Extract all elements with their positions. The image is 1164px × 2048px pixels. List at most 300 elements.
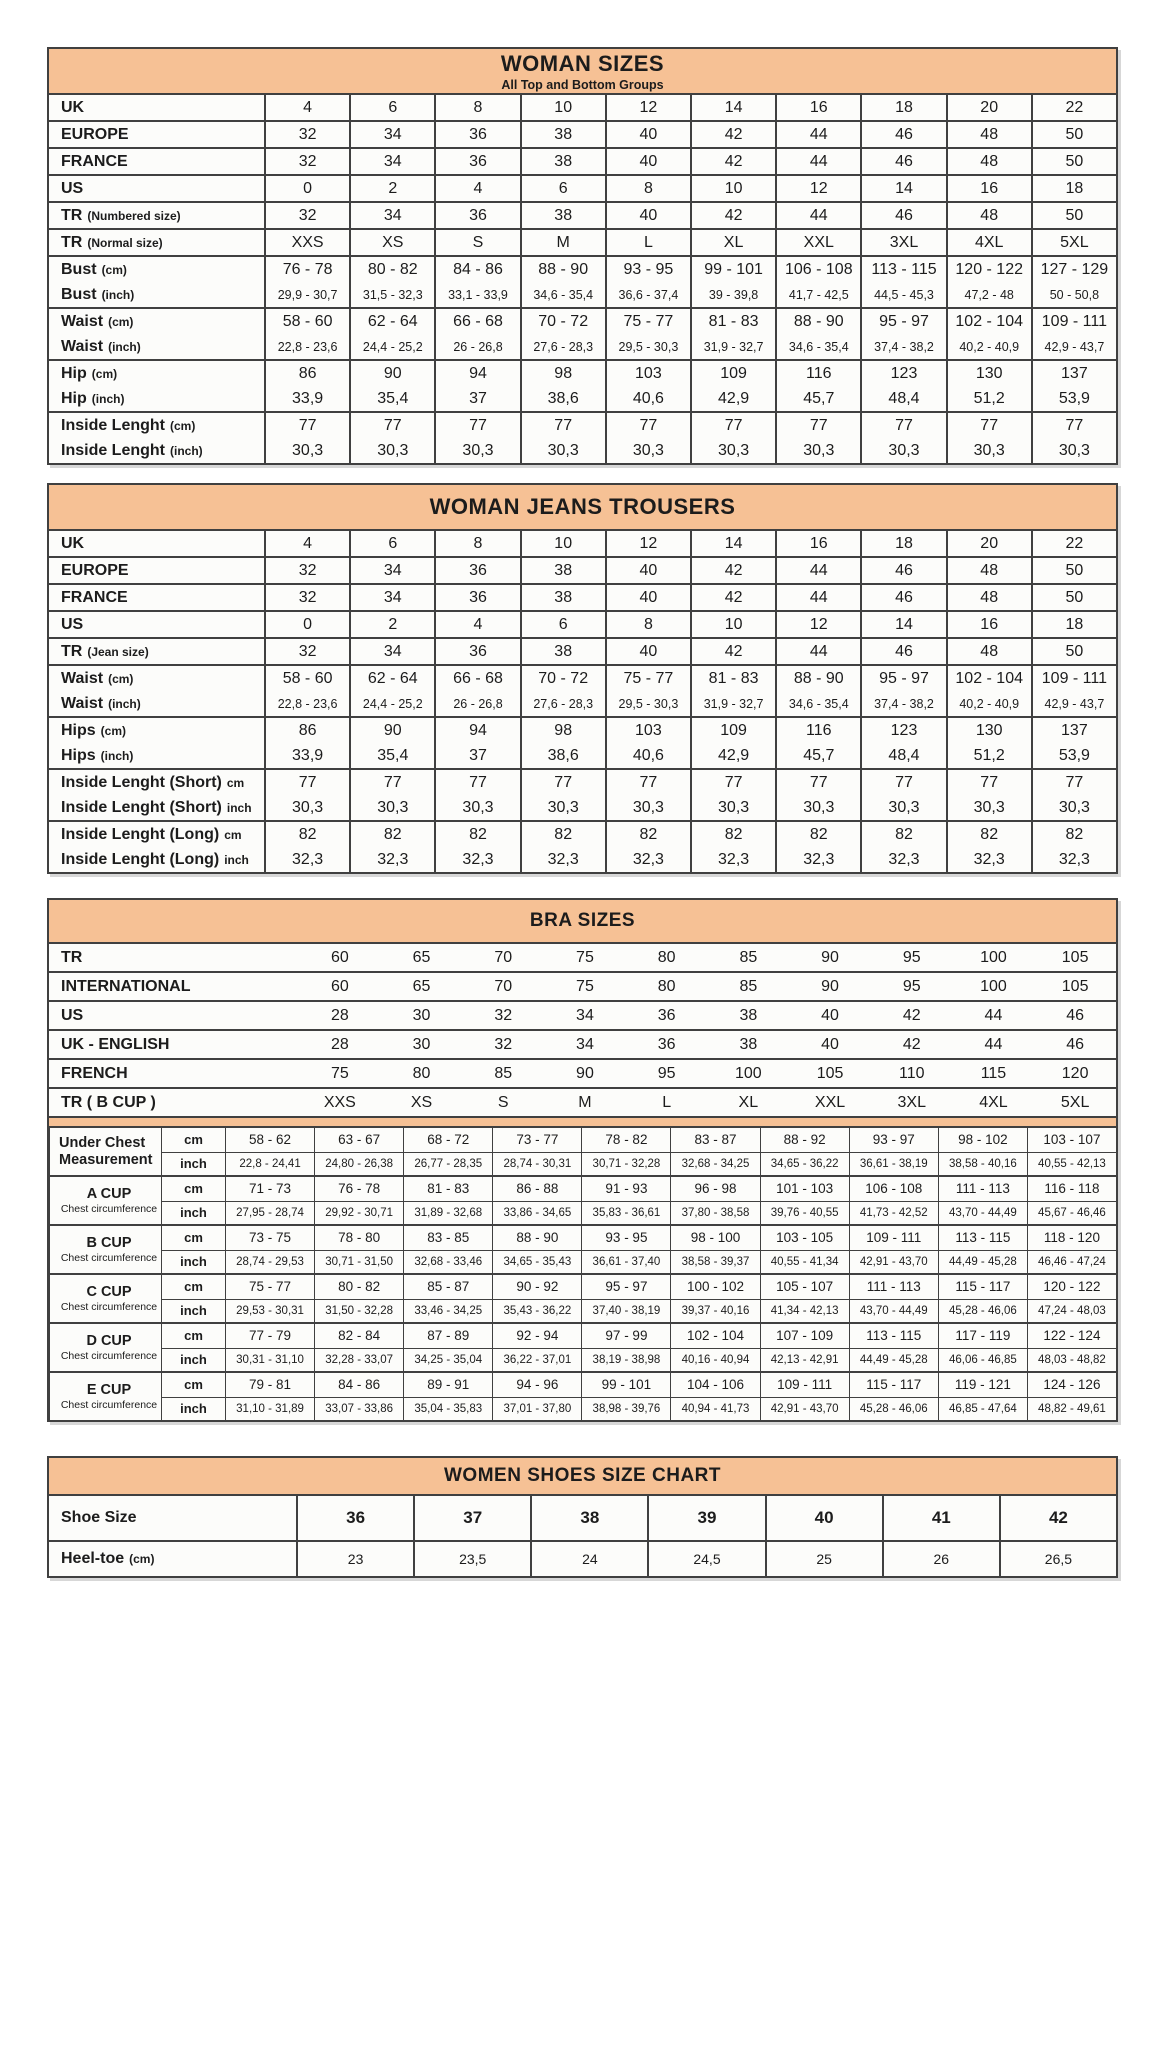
- row-group: [49, 556, 1116, 583]
- table-row: [49, 1060, 1116, 1087]
- row-group: [49, 1371, 1116, 1420]
- cell: 43,70 - 44,49: [849, 1299, 938, 1323]
- cell: 29,9 - 30,7: [264, 282, 349, 307]
- cell: 99 - 101: [581, 1373, 670, 1397]
- row-label: [49, 770, 264, 795]
- cell: 40,6: [605, 386, 690, 411]
- cell: 42: [690, 639, 775, 664]
- row-label-text: Waist: [61, 312, 104, 330]
- cell: 77: [690, 413, 775, 438]
- cell: 77: [860, 770, 945, 795]
- cell: 70: [494, 948, 513, 966]
- cell: 31,9 - 32,7: [690, 334, 775, 359]
- bra-sizes-table: [47, 898, 1118, 1422]
- woman-jeans-header: [49, 485, 1116, 531]
- cell: 38,19 - 38,98: [581, 1348, 670, 1372]
- cell: 40: [605, 639, 690, 664]
- cell: 32: [264, 585, 349, 610]
- cell: 38: [530, 1496, 647, 1540]
- row-label-text: US: [61, 1006, 84, 1024]
- cell: 95: [657, 1064, 676, 1082]
- cell: 89 - 91: [403, 1373, 492, 1397]
- cell: 98: [520, 718, 605, 743]
- row-group: [49, 820, 1116, 872]
- row-label: [49, 639, 264, 664]
- cell: 38,6: [520, 743, 605, 768]
- cell: 30: [412, 1006, 431, 1024]
- cell: 20: [946, 531, 1031, 556]
- cell: 42,91 - 43,70: [849, 1250, 938, 1274]
- cell: 80: [412, 1064, 431, 1082]
- cell: 94 - 96: [492, 1373, 581, 1397]
- cell: 31,50 - 32,28: [314, 1299, 403, 1323]
- cell: 46: [1066, 1035, 1085, 1053]
- table-row: [49, 282, 1116, 307]
- cell: M: [520, 230, 605, 255]
- cell: 106 - 108: [775, 257, 860, 282]
- cell: 81 - 83: [403, 1177, 492, 1201]
- row-label: [49, 122, 264, 147]
- cell: 37: [413, 1496, 530, 1540]
- row-label-text: TR: [61, 233, 83, 251]
- row-label: [49, 1060, 299, 1087]
- cell: 58 - 60: [264, 666, 349, 691]
- cell: 18: [860, 95, 945, 120]
- cell: 100: [980, 948, 1007, 966]
- cell: 88 - 90: [492, 1226, 581, 1250]
- cell: 34: [349, 558, 434, 583]
- table-row: [49, 639, 1116, 664]
- row-group: [49, 1496, 1116, 1540]
- cell: 40,55 - 41,34: [760, 1250, 849, 1274]
- cell: 44,5 - 45,3: [860, 282, 945, 307]
- cell: 50: [1031, 122, 1116, 147]
- cell: 2: [349, 176, 434, 201]
- cell: 48,4: [860, 386, 945, 411]
- cell: 95 - 97: [860, 666, 945, 691]
- cell: 120 - 122: [1027, 1275, 1116, 1299]
- cell: 75: [330, 1064, 349, 1082]
- cell: 37: [434, 386, 519, 411]
- cell: 8: [434, 95, 519, 120]
- cell: 105: [816, 1064, 844, 1082]
- row-label-text: Inside Lenght: [61, 416, 165, 434]
- cell: 44: [775, 203, 860, 228]
- row-label-text: Inside Lenght (Long): [61, 825, 220, 843]
- cell: 34,65 - 36,22: [760, 1152, 849, 1176]
- cell: 29,5 - 30,3: [605, 334, 690, 359]
- row-label: [49, 413, 264, 438]
- cell: 123: [860, 361, 945, 386]
- cell: 34: [349, 585, 434, 610]
- cell: 75 - 77: [225, 1275, 314, 1299]
- cell: 77: [349, 770, 434, 795]
- row-label: [49, 691, 264, 716]
- cell: 40: [605, 149, 690, 174]
- cell: 29,92 - 30,71: [314, 1201, 403, 1225]
- row-label: [49, 973, 299, 1000]
- row-group: [49, 359, 1116, 411]
- cell: 44: [775, 558, 860, 583]
- cell: 82: [605, 822, 690, 847]
- cell: 48: [946, 558, 1031, 583]
- row-label-text: TR: [61, 206, 83, 224]
- cell: 40,6: [605, 743, 690, 768]
- table-row: [49, 334, 1116, 359]
- table-row: [49, 203, 1116, 228]
- row-label: [49, 1002, 299, 1029]
- cell: 84 - 86: [434, 257, 519, 282]
- cell: 76 - 78: [264, 257, 349, 282]
- cell: 109 - 111: [760, 1373, 849, 1397]
- cell: 85: [739, 948, 758, 966]
- cell: 30,3: [860, 438, 945, 463]
- cell: 82: [434, 822, 519, 847]
- cell: 100: [980, 977, 1007, 995]
- row-label: [49, 282, 264, 307]
- cell: 90: [821, 977, 839, 995]
- cell: 48: [946, 122, 1031, 147]
- cell: 88 - 90: [520, 257, 605, 282]
- row-label: [49, 386, 264, 411]
- row-group: [49, 255, 1116, 307]
- cell: 30,3: [434, 438, 519, 463]
- row-label-text: Shoe Size: [61, 1509, 137, 1526]
- cell: 40,2 - 40,9: [946, 691, 1031, 716]
- cell: 71 - 73: [225, 1177, 314, 1201]
- row-label-text: Hips: [61, 721, 96, 739]
- cell: 95: [902, 948, 921, 966]
- cell: 41,7 - 42,5: [775, 282, 860, 307]
- table-row: [49, 585, 1116, 610]
- cell: 18: [1031, 612, 1116, 637]
- cell: 40,55 - 42,13: [1027, 1152, 1116, 1176]
- cell: 36: [434, 122, 519, 147]
- cell: 76 - 78: [314, 1177, 403, 1201]
- row-label: [49, 1496, 296, 1540]
- cell: S: [434, 230, 519, 255]
- cell: 85: [494, 1064, 513, 1082]
- cell: 130: [946, 361, 1031, 386]
- cell: 30: [412, 1035, 431, 1053]
- cell: 36: [657, 1035, 676, 1053]
- woman-sizes-header: [49, 49, 1116, 95]
- row-group: [49, 1224, 1116, 1273]
- cell: 47,24 - 48,03: [1027, 1299, 1116, 1323]
- row-label-note: (Jean size): [87, 644, 149, 659]
- cell: 42,9 - 43,7: [1031, 334, 1116, 359]
- row-label-text: Waist: [61, 694, 104, 712]
- row-group: [49, 716, 1116, 768]
- row-group: [49, 531, 1116, 556]
- cell: 36: [434, 585, 519, 610]
- cell: 68 - 72: [403, 1128, 492, 1152]
- cell: 14: [860, 176, 945, 201]
- row-label: [49, 149, 264, 174]
- cell: 85 - 87: [403, 1275, 492, 1299]
- cell: 42: [690, 558, 775, 583]
- cell: 40: [605, 122, 690, 147]
- cell: 93 - 95: [581, 1226, 670, 1250]
- table-row: [49, 847, 1116, 872]
- unit-cell: inch: [161, 1299, 225, 1323]
- table-row: [49, 822, 1116, 847]
- table-title: WOMEN SHOES SIZE CHART: [443, 1465, 721, 1486]
- cell: 50: [1031, 149, 1116, 174]
- row-label-note: (inch): [101, 287, 135, 302]
- cell: 113 - 115: [938, 1226, 1027, 1250]
- row-label: [49, 1373, 161, 1420]
- row-label-text: FRANCE: [61, 588, 128, 606]
- cell: 35,04 - 35,83: [403, 1397, 492, 1421]
- cell: 3XL: [860, 230, 945, 255]
- cell: 111 - 113: [849, 1275, 938, 1299]
- cell: 77: [946, 770, 1031, 795]
- cell: 115 - 117: [849, 1373, 938, 1397]
- cell: 32: [264, 558, 349, 583]
- cell: 77: [520, 770, 605, 795]
- cell: 45,28 - 46,06: [938, 1299, 1027, 1323]
- cell: 6: [520, 612, 605, 637]
- row-label: [49, 203, 264, 228]
- row-label: [49, 176, 264, 201]
- cell: 5XL: [1060, 1093, 1090, 1111]
- cell: 88 - 90: [775, 666, 860, 691]
- cell: 50: [1031, 639, 1116, 664]
- row-label-note: (inch): [170, 443, 203, 458]
- cell: 4: [264, 95, 349, 120]
- row-label: [49, 309, 264, 334]
- row-label-text: US: [61, 615, 84, 633]
- table-row: [49, 531, 1116, 556]
- cell: 119 - 121: [938, 1373, 1027, 1397]
- cell: 34: [349, 122, 434, 147]
- row-label-note: (cm): [108, 314, 134, 329]
- cell: 39,37 - 40,16: [670, 1299, 759, 1323]
- table-row: [49, 95, 1116, 120]
- cell: 95: [902, 977, 921, 995]
- row-label: [49, 361, 264, 386]
- cell: 34,6 - 35,4: [775, 334, 860, 359]
- cell: 88 - 92: [760, 1128, 849, 1152]
- cell: 102 - 104: [670, 1324, 759, 1348]
- cell: 66 - 68: [434, 666, 519, 691]
- cell: 29,53 - 30,31: [225, 1299, 314, 1323]
- cell: 88 - 90: [775, 309, 860, 334]
- row-label: [49, 795, 264, 820]
- cell: 44,49 - 45,28: [849, 1348, 938, 1372]
- cell: 95 - 97: [860, 309, 945, 334]
- table-row: [49, 122, 1116, 147]
- row-label-text: FRENCH: [61, 1064, 128, 1082]
- cell: 46: [860, 149, 945, 174]
- cell: 82: [690, 822, 775, 847]
- cell: 38,58 - 39,37: [670, 1250, 759, 1274]
- row-label: [49, 558, 264, 583]
- cell: 29,5 - 30,3: [605, 691, 690, 716]
- cell: 36: [657, 1006, 676, 1024]
- cell: 77: [1031, 413, 1116, 438]
- cell: 0: [264, 176, 349, 201]
- row-group: [49, 95, 1116, 120]
- cell: 63 - 67: [314, 1128, 403, 1152]
- cell: 30,3: [605, 795, 690, 820]
- cell: 32,3: [520, 847, 605, 872]
- cell: 116: [775, 361, 860, 386]
- row-label: [49, 612, 264, 637]
- cell: 14: [690, 95, 775, 120]
- row-label-text: Inside Lenght (Short): [61, 773, 222, 791]
- cell: 10: [520, 95, 605, 120]
- cell: 45,7: [775, 743, 860, 768]
- cell: 31,5 - 32,3: [349, 282, 434, 307]
- cell: 38: [520, 639, 605, 664]
- cell: 41,34 - 42,13: [760, 1299, 849, 1323]
- cell: 30,3: [690, 795, 775, 820]
- cell: 77: [264, 413, 349, 438]
- cell: 115: [980, 1064, 1007, 1082]
- cell: 82: [946, 822, 1031, 847]
- row-label-note: (cm): [170, 418, 196, 433]
- cell: 4: [434, 612, 519, 637]
- cell: 81 - 83: [690, 309, 775, 334]
- cell: 73 - 75: [225, 1226, 314, 1250]
- cell: 32,68 - 34,25: [670, 1152, 759, 1176]
- table-row: [49, 1542, 1116, 1576]
- row-label-text: Bust: [61, 285, 97, 303]
- cell: 28,74 - 30,31: [492, 1152, 581, 1176]
- cell: 115 - 117: [938, 1275, 1027, 1299]
- cell: 95 - 97: [581, 1275, 670, 1299]
- cell: 79 - 81: [225, 1373, 314, 1397]
- cell: 70: [494, 977, 513, 995]
- cell: 83 - 85: [403, 1226, 492, 1250]
- cell: 12: [775, 612, 860, 637]
- cell: 34: [349, 639, 434, 664]
- cell: 86: [264, 718, 349, 743]
- cell: 82: [264, 822, 349, 847]
- row-label: [49, 1542, 296, 1576]
- cell: 41: [882, 1496, 999, 1540]
- row-group: [49, 1322, 1116, 1371]
- cell: 51,2: [946, 386, 1031, 411]
- row-label-note: cm: [226, 775, 245, 790]
- row-group: [49, 1128, 1116, 1175]
- table-row: [49, 944, 1116, 971]
- cell: 75: [576, 977, 594, 995]
- bra-measurements-body: [49, 1128, 1116, 1420]
- cell: 58 - 60: [264, 309, 349, 334]
- row-group: [49, 664, 1116, 716]
- cell: 40: [765, 1496, 882, 1540]
- row-label-text: FRANCE: [61, 152, 128, 170]
- row-group: [49, 1273, 1116, 1322]
- row-group: [49, 610, 1116, 637]
- cell: 40: [821, 1035, 839, 1053]
- row-label-text: Inside Lenght: [61, 441, 165, 459]
- row-label-note: (cm): [91, 366, 118, 381]
- cell: 30,3: [520, 438, 605, 463]
- cell: 44: [775, 639, 860, 664]
- cell: 20: [946, 95, 1031, 120]
- cell: 58 - 62: [225, 1128, 314, 1152]
- divider-strip: [49, 1116, 1116, 1128]
- row-group: [49, 768, 1116, 820]
- cell: 34: [576, 1006, 594, 1024]
- cell: 40: [605, 203, 690, 228]
- row-label-text: Inside Lenght (Short): [61, 798, 222, 816]
- cell: 42,9: [690, 386, 775, 411]
- cell: 30,3: [690, 438, 775, 463]
- cell: 80: [657, 948, 676, 966]
- cell: 75 - 77: [605, 666, 690, 691]
- cell: 60: [330, 977, 349, 995]
- cell: 26 - 26,8: [434, 334, 519, 359]
- cell: 30,3: [946, 438, 1031, 463]
- shoes-header: [49, 1458, 1116, 1496]
- cell: 22,8 - 23,6: [264, 334, 349, 359]
- row-label-text: UK: [61, 98, 85, 116]
- cell: 18: [860, 531, 945, 556]
- row-label-text: EUROPE: [61, 561, 129, 579]
- cell: 25: [765, 1542, 882, 1576]
- cell: 39: [647, 1496, 764, 1540]
- cell: 90: [349, 718, 434, 743]
- cell: 34: [576, 1035, 594, 1053]
- cell: 31,10 - 31,89: [225, 1397, 314, 1421]
- unit-cell: cm: [161, 1226, 225, 1250]
- cell: 65: [412, 977, 431, 995]
- cell: 94: [434, 718, 519, 743]
- unit-cell: inch: [161, 1201, 225, 1225]
- cell: 37,4 - 38,2: [860, 334, 945, 359]
- cell: 27,95 - 28,74: [225, 1201, 314, 1225]
- unit-cell: inch: [161, 1348, 225, 1372]
- row-label: [49, 1275, 161, 1322]
- cell: 46: [860, 558, 945, 583]
- cell: 117 - 119: [938, 1324, 1027, 1348]
- cell: 16: [775, 95, 860, 120]
- cell: 50: [1031, 558, 1116, 583]
- cell: XS: [410, 1093, 433, 1111]
- cell: 127 - 129: [1031, 257, 1116, 282]
- cell: 82: [520, 822, 605, 847]
- cell: 34,6 - 35,4: [775, 691, 860, 716]
- cell: 30,3: [434, 795, 519, 820]
- table-row: [49, 743, 1116, 768]
- cell: 137: [1031, 361, 1116, 386]
- row-label-text: TR: [61, 948, 83, 966]
- table-row: [49, 149, 1116, 174]
- table-row: [49, 770, 1116, 795]
- table-row: [49, 973, 1116, 1000]
- woman-jeans-table: [47, 483, 1118, 874]
- cell: 109: [690, 361, 775, 386]
- row-label: [49, 334, 264, 359]
- cell: 45,28 - 46,06: [849, 1397, 938, 1421]
- cell: 32: [264, 639, 349, 664]
- cell: 38: [739, 1035, 758, 1053]
- row-label: [49, 1128, 161, 1175]
- cell: 80 - 82: [314, 1275, 403, 1299]
- unit-cell: cm: [161, 1128, 225, 1152]
- cell: 93 - 97: [849, 1128, 938, 1152]
- row-group: [49, 1540, 1116, 1576]
- cell: 30,3: [349, 438, 434, 463]
- cell: 37,40 - 38,19: [581, 1299, 670, 1323]
- cell: 33,07 - 33,86: [314, 1397, 403, 1421]
- cell: 32: [264, 122, 349, 147]
